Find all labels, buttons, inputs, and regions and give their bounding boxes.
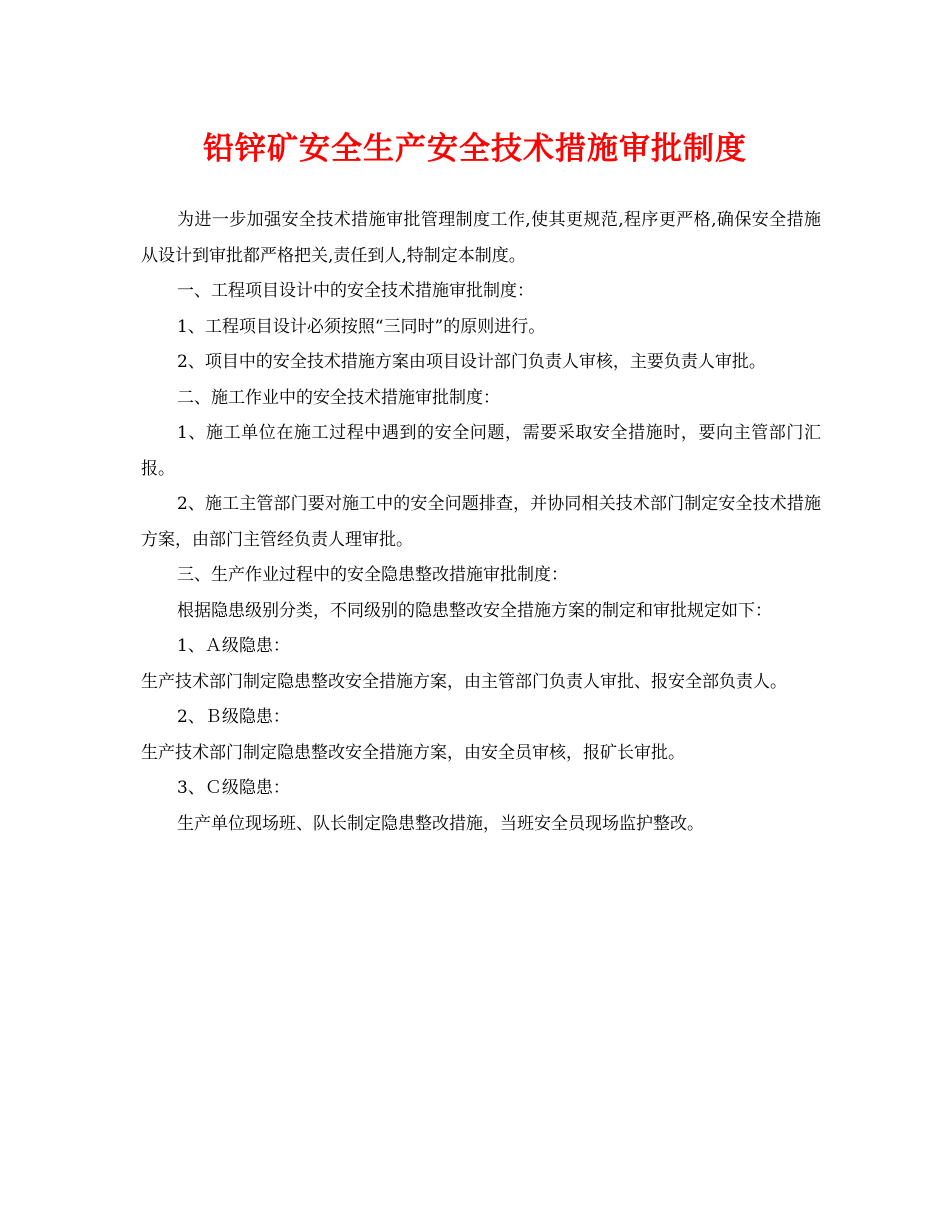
level-c-text: 生产单位现场班、队长制定隐患整改措施，当班安全员现场监护整改。 bbox=[177, 813, 704, 834]
section-heading-2: 二、施工作业中的安全技术措施审批制度： bbox=[177, 387, 500, 408]
level-b-heading: 2、Ｂ级隐患： bbox=[177, 707, 290, 727]
section-1-item-1: 1、工程项目设计必须按照“三同时”的原则进行。 bbox=[177, 316, 546, 337]
intro-paragraph: 为进一步加强安全技术措施审批管理制度工作,使其更规范,程序更严格,确保安全措施从设计到审批都严格把关,责任到人,特制定本制度。 bbox=[141, 210, 821, 266]
section-2-item-2: 2、施工主管部门要对施工中的安全问题排查，并协同相关技术部门制定安全技术措施方案，由部门主管经负责人理审批。 bbox=[141, 494, 821, 550]
section-3-intro: 根据隐患级别分类，不同级别的隐患整改安全措施方案的制定和审批规定如下： bbox=[177, 600, 772, 621]
section-heading-1: 一、工程项目设计中的安全技术措施审批制度： bbox=[177, 281, 534, 301]
section-heading-3: 三、生产作业过程中的安全隐患整改措施审批制度： bbox=[177, 565, 568, 585]
section-1-item-2: 2、项目中的安全技术措施方案由项目设计部门负责人审核，主要负责人审批。 bbox=[177, 352, 766, 372]
level-a-text: 生产技术部门制定隐患整改安全措施方案，由主管部门负责人审批、报安全部负责人。 bbox=[141, 671, 787, 692]
level-a-heading: 1、Ａ级隐患： bbox=[177, 636, 290, 656]
document-title: 铅锌矿安全生产安全技术措施审批制度 bbox=[203, 131, 747, 167]
document-body bbox=[141, 203, 821, 842]
level-b-text: 生产技术部门制定隐患整改安全措施方案，由安全员审核，报矿长审批。 bbox=[141, 742, 685, 763]
level-c-heading: 3、Ｃ级隐患： bbox=[177, 778, 290, 798]
section-2-item-1: 1、施工单位在施工过程中遇到的安全问题，需要采取安全措施时，要向主管部门汇报。 bbox=[141, 423, 821, 479]
